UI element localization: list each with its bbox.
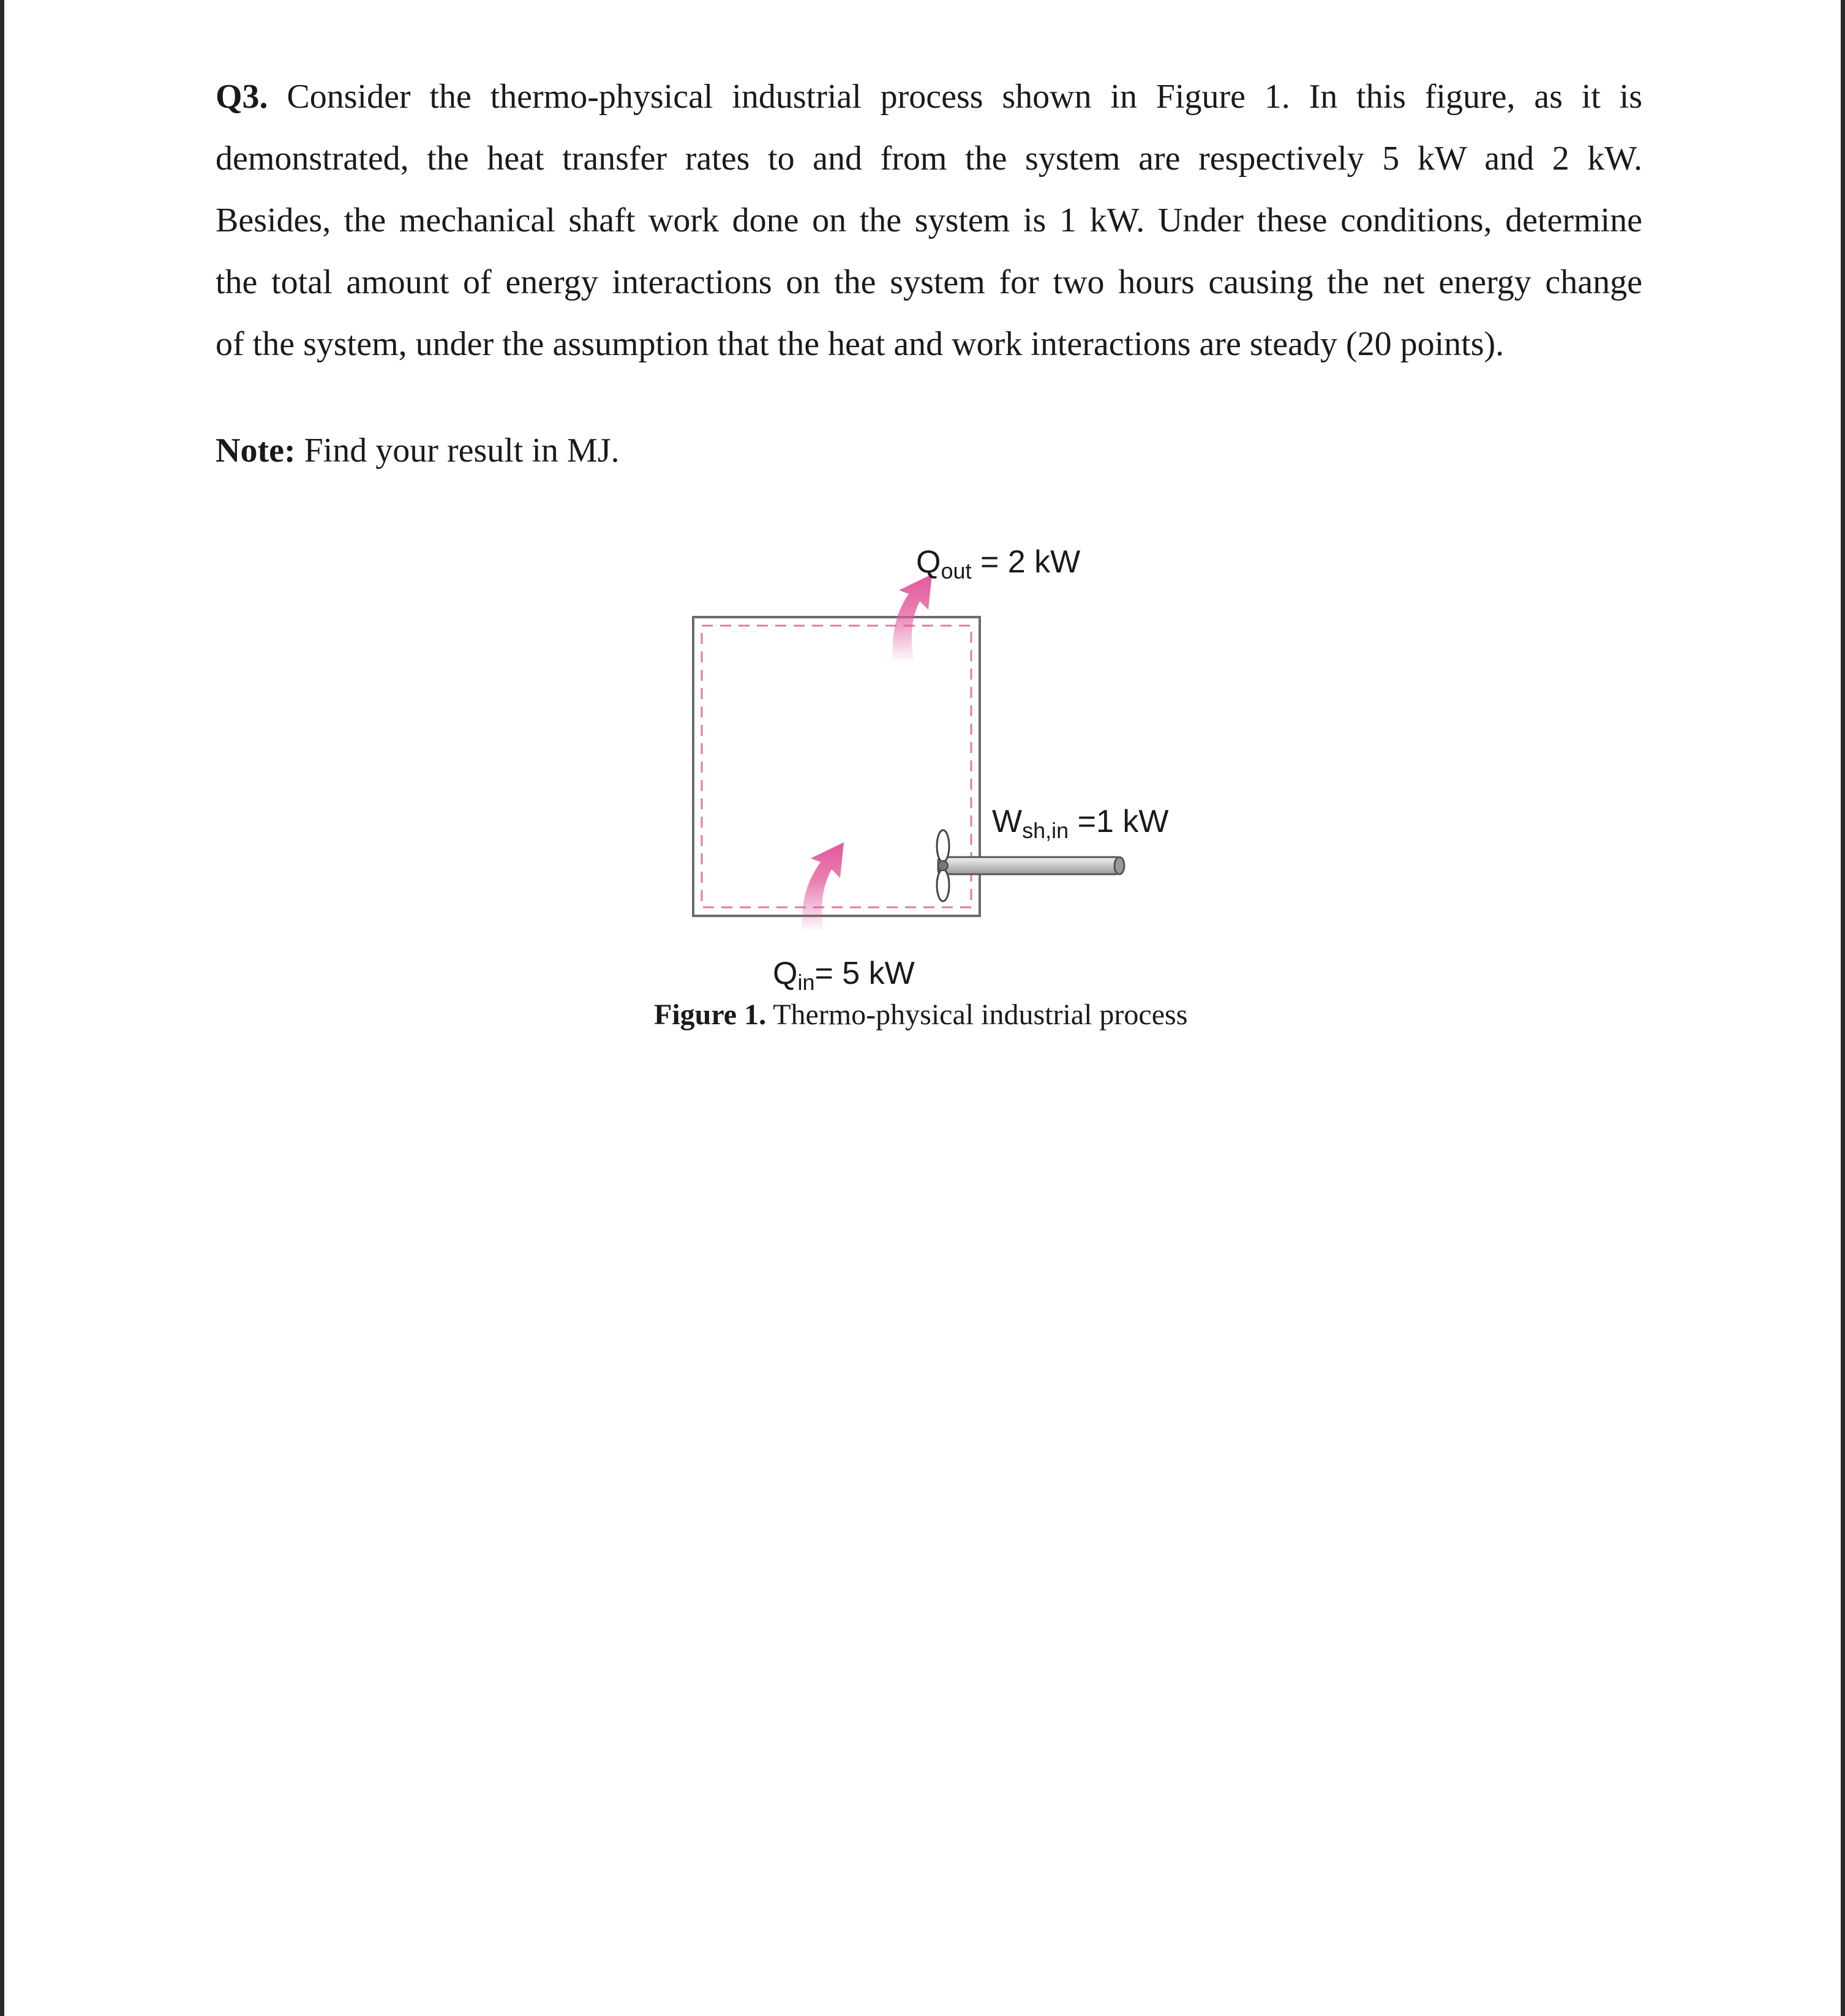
shaft-icon: [938, 857, 1124, 874]
figure-svg: [637, 526, 1206, 1004]
paddle-wheel-icon: [937, 830, 949, 901]
question-line-2: demonstrated, the heat transfer rates to and from the system are respectively 5 kW and 2 kW.: [216, 140, 1642, 178]
question-text: [216, 66, 1642, 375]
caption-text: Thermo-physical industrial process: [766, 999, 1188, 1031]
figure-caption: [654, 997, 1187, 1033]
question-line-4: the total amount of energy interactions on the system for two hours causing the net energy change: [216, 263, 1642, 301]
heat-in-label: $Q_{in}= 5$ kW: [773, 956, 915, 995]
note-label: Note:: [216, 432, 296, 470]
page-left-edge: [0, 0, 4, 2016]
question-line-3: Besides, the mechanical shaft work done on the system is 1 kW. Under these conditions, determine: [216, 201, 1642, 239]
caption-label: Figure 1.: [654, 999, 767, 1031]
page-right-edge: [1841, 0, 1845, 2016]
question-line-5: of the system, under the assumption that the heat and work interactions are steady (20 points).: [216, 325, 1505, 363]
note-text: [216, 420, 620, 482]
question-line-1: Q3. Consider the thermo-physical industrial process shown in Figure 1. In this figure, as it is: [216, 78, 1643, 116]
question-number: Q3.: [216, 78, 268, 116]
shaft-work-label: $W_{sh,in} =1$ kW: [992, 804, 1169, 843]
note-body: Find your result in MJ.: [295, 432, 620, 470]
heat-out-label: $Q_{out} = 2$ kW: [916, 544, 1081, 583]
figure-diagram: [637, 526, 1206, 1004]
